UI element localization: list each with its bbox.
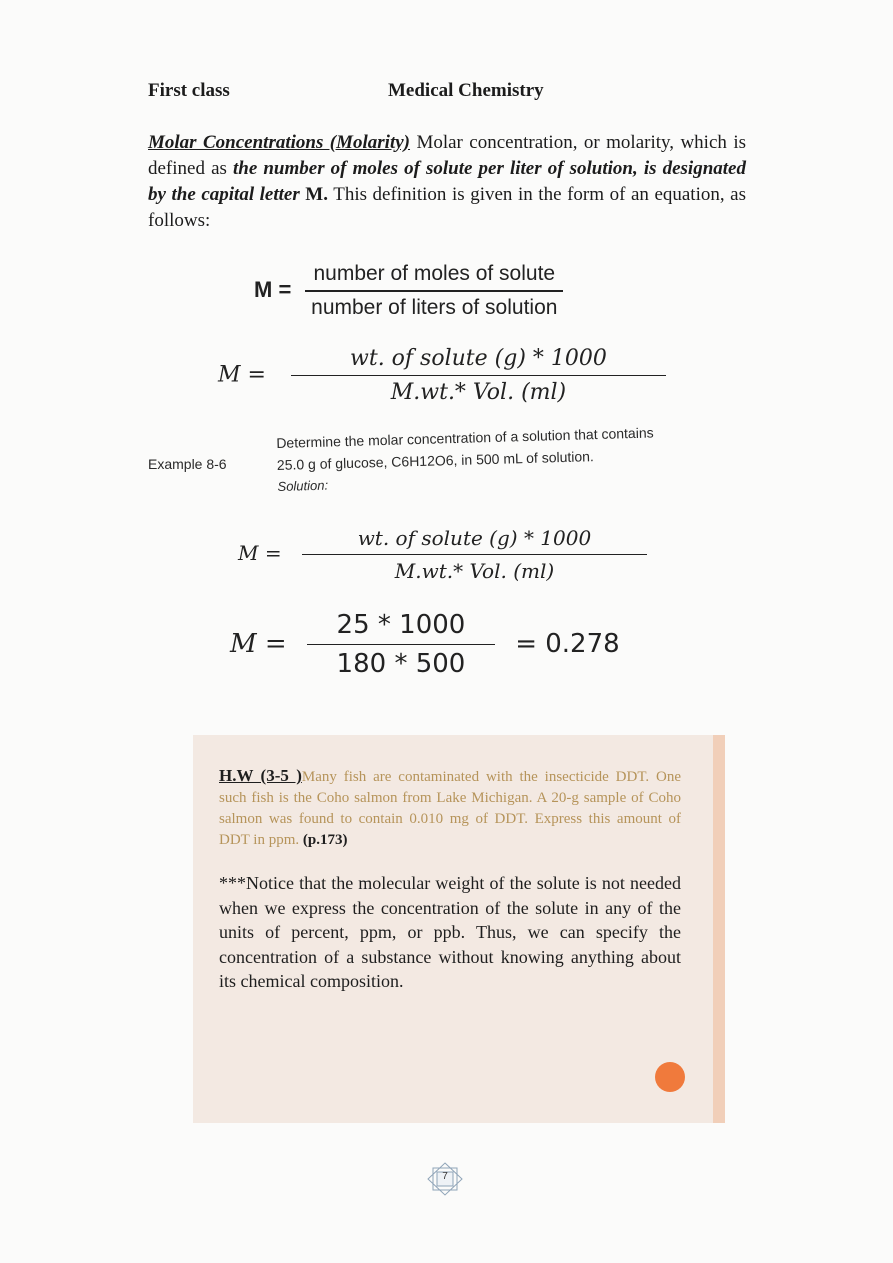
equation-lhs: M = xyxy=(218,362,266,388)
section-title: Molar Concentrations (Molarity) xyxy=(148,132,411,153)
equation-fraction xyxy=(291,346,666,405)
equation-fraction xyxy=(307,610,495,679)
example-label: Example 8-6 xyxy=(148,456,227,472)
example-line-1: Determine the molar concentration of a solution that contains xyxy=(276,424,654,451)
example-equation-numeric xyxy=(230,610,620,679)
molarity-definition-paragraph xyxy=(148,130,746,234)
orange-dot-icon xyxy=(655,1062,685,1092)
page-number: 7 xyxy=(442,1171,448,1182)
equation-denominator: M.wt.* Vol. (ml) xyxy=(291,375,666,405)
molarity-equation-words xyxy=(254,262,563,320)
definition-text-2: This definition is given in the form of an equation, as follows: xyxy=(148,184,746,231)
molarity-equation-weight xyxy=(218,346,666,405)
equation-numerator: number of moles of solute xyxy=(313,262,556,285)
equation-fraction xyxy=(305,262,563,320)
equation-numerator: wt. of solute (g) * 1000 xyxy=(350,346,607,371)
definition-text-1: Molar concentration, or molarity, which is defined as xyxy=(148,132,746,179)
definition-letter: M. xyxy=(299,184,328,205)
equation-result: = 0.278 xyxy=(515,629,620,659)
homework-text: Many fish are contaminated with the insecticide DDT. One such fish is the Coho salmon from Lake Michigan. A 20-g sample of Coho salmon was found to contain 0.010 mg of DDT. Express this amount of DDT in ppm. xyxy=(219,769,681,848)
homework-paragraph xyxy=(219,765,681,851)
page-number-badge xyxy=(425,1162,465,1196)
homework-page-ref: (p.173) xyxy=(299,832,348,848)
homework-box xyxy=(193,735,725,1123)
equation-denominator: number of liters of solution xyxy=(305,290,563,320)
equation-numerator: 25 * 1000 xyxy=(336,610,466,640)
equation-fraction xyxy=(302,526,647,583)
example-line-2: 25.0 g of glucose, C6H12O6, in 500 mL of solution. xyxy=(276,448,595,473)
equation-numerator: wt. of solute (g) * 1000 xyxy=(357,526,592,550)
equation-lhs: M = xyxy=(238,541,282,565)
notice-paragraph: ***Notice that the molecular weight of the solute is not needed when we express the concentration of the solute in any of the units of percent, ppm, or ppb. Thus, we can specify the concentration of a substance without knowing anything about its chemical composition. xyxy=(219,873,681,991)
definition-emphasis: the number of moles of solute per liter of solution, is designated by the capital letter xyxy=(148,158,746,205)
header-class-label: First class xyxy=(148,80,230,101)
equation-lhs: M = xyxy=(230,629,287,659)
equation-denominator: M.wt.* Vol. (ml) xyxy=(302,554,647,583)
header-subject-label: Medical Chemistry xyxy=(388,80,544,101)
example-problem xyxy=(276,419,748,498)
equation-lhs: M = xyxy=(254,276,292,302)
equation-denominator: 180 * 500 xyxy=(307,644,495,679)
homework-label: H.W (3-5 ) xyxy=(219,766,302,785)
example-equation-general xyxy=(238,526,647,583)
example-solution-label: Solution: xyxy=(277,477,329,494)
